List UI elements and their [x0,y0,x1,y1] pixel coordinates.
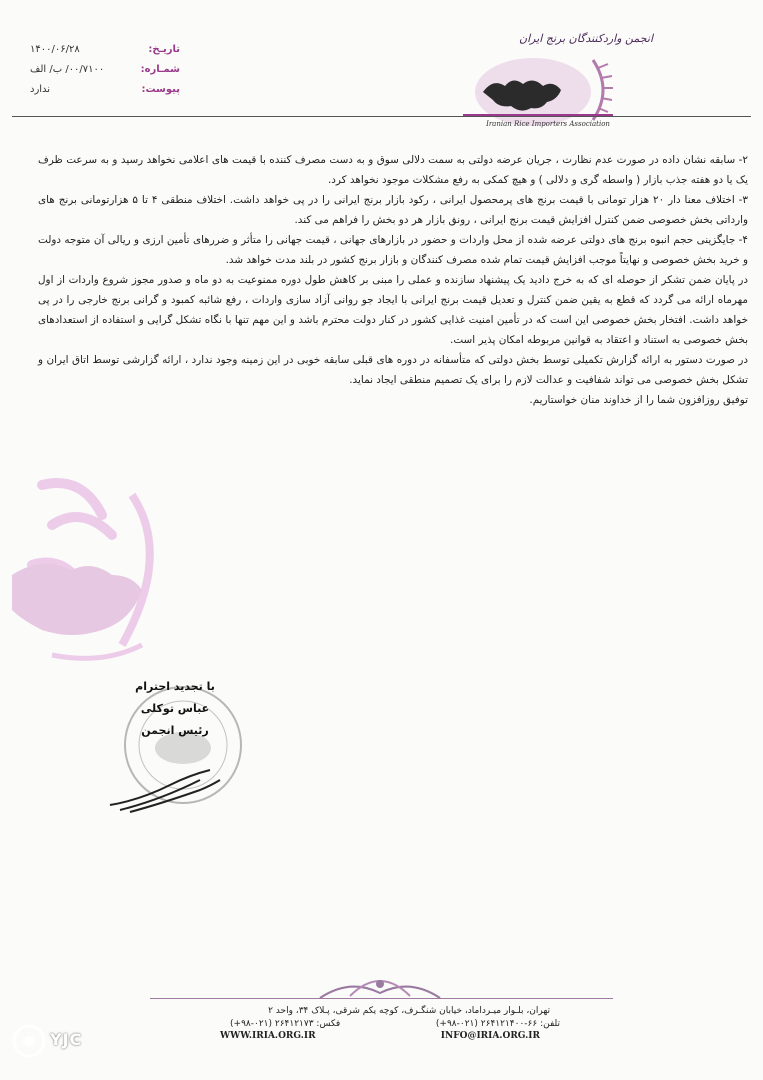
footer-website-link[interactable]: WWW.IRIA.ORG.IR [220,1031,316,1041]
signer-name: عباس توکلی [140,702,210,715]
watermark-emblem-icon [12,455,182,670]
attachment-value: ندارد [30,84,51,95]
org-name-en: Iranian Rice Importers Association [486,120,610,128]
org-name-fa: انجمن واردکنندگان برنج ایران [519,32,653,45]
footer-contacts [230,1018,560,1031]
letter-meta [30,40,180,100]
paragraph-point-3: ۳- اختلاف معنا دار ۲۰ هزار تومانی با قیمت برنج های پرمحصول ایرانی ، رکود بازار برنج ایرانی را در پی خواهد داشت. اختلاف منطقی ۴ تا ۵ هزارتومانی برنج های وارداتی بخش خصوصی ضمن کنترل افزایش قیمت برنج ایرانی ، رونق بازار هر دو بخش را فراهم می کند. [38,194,749,226]
footer-web [220,1031,540,1041]
date-label: تاریـخ: [148,44,180,55]
date-row [30,40,180,60]
footer-fax: فکس: ۲۶۴۱۲۱۷۳ (۰۲۱-۹۸+) [230,1019,341,1029]
yjc-logo-icon [10,1022,48,1060]
footer-phone: تلفن: ۶۶-۲۶۴۱۲۱۴۰۰ (۰۲۱-۹۸+) [435,1019,560,1029]
paragraph-closing-wish: توفیق روزافزون شما را از خداوند منان خواستاریم. [529,394,748,406]
yjc-watermark-text: YJC [50,1030,83,1049]
number-value: ۰۰/۷۱۰۰/ ب/ الف [30,64,105,75]
paragraph-point-4: ۴- جایگزینی حجم انبوه برنج های دولتی عرضه شده از محل واردات و حضور در بازارهای جهانی ، قیمت جهانی را متأثر و ضررهای تأمین ارزی و ریالی آن متوجه دولت و خرید بخش خصوصی و نهایتاً موجب افزایش قیمت تمام شده مصرف کنندگان و بازار برنج کشور در بلند مدت خواهد شد. [38,234,748,266]
attachment-label: پیوست: [141,84,180,95]
paragraph-conclusion: در پایان ضمن تشکر از حوصله ای که به خرج دادید یک پیشنهاد سازنده و عملی را مبنی بر کاهش طول دوره ممنوعیت به دو ماه و صدور مجوز شروع واردات از اول مهرماه ارائه می گردد که قطع به یقین ضمن کنترل و تعدیل قیمت برنج ایرانی با ایجاد جو روانی آزاد سازی واردات ، رفع شائبه کمبود و گرانی برنج خارجی را در پی خواهد داشت. افتخار بخش خصوصی این است که در تأمین امنیت غذایی کشور در کنار دولت محترم باشد و این مهم تنها با نگاه تشکل گرایی و استفاده از استعدادهای بخش خصوصی به استناد و اعتقاد به قوانین مربوطه امکان پذیر است. [38,274,748,346]
footer-email-link[interactable]: INFO@IRIA.ORG.IR [440,1031,540,1041]
yjc-watermark [8,1022,118,1062]
paragraph-report-request: در صورت دستور به ارائه گزارش تکمیلی توسط بخش دولتی که متأسفانه در دوره های قبلی سابقه خوبی در این زمینه وجود ندارد ، ارائه گزارشی توسط اتاق ایران و تشکل بخش خصوصی می تواند شفافیت و عدالت لازم را برای یک تصمیم منطقی ایجاد نماید. [38,354,748,386]
closing-phrase: با تجدید احترام [135,680,215,693]
signer-title: رئیس انجمن [141,724,209,737]
letter-body [38,150,748,410]
paragraph-point-2: ۲- سابقه نشان داده در صورت عدم نظارت ، جریان عرضه دولتی به سمت دلالی سوق و به دست مصرف کننده با قیمت های اعلامی نخواهد رسید و به سرعت ظرف یک یا دو هفته جذب بازار ( واسطه گری و دلالی ) و هیچ کمکی به رفع مشکلات موجود نخواهد کرد. [38,154,748,186]
header-divider [12,116,751,117]
handwritten-signature-icon [105,760,235,820]
association-logo [443,30,653,135]
signature-block [100,676,250,742]
date-value: ۱۴۰۰/۰۶/۲۸ [30,44,80,55]
number-label: شمـاره: [140,64,180,75]
number-row [30,60,180,80]
footer-address: تهران، بلـوار میـرداماد، خیابان شنگـرف، کوچه یکم شرقی، پـلاک ۳۴، واحد ۲ [268,1006,550,1016]
footer-divider [150,998,613,999]
footer-ornament-icon [300,968,460,1008]
attachment-row [30,80,180,100]
